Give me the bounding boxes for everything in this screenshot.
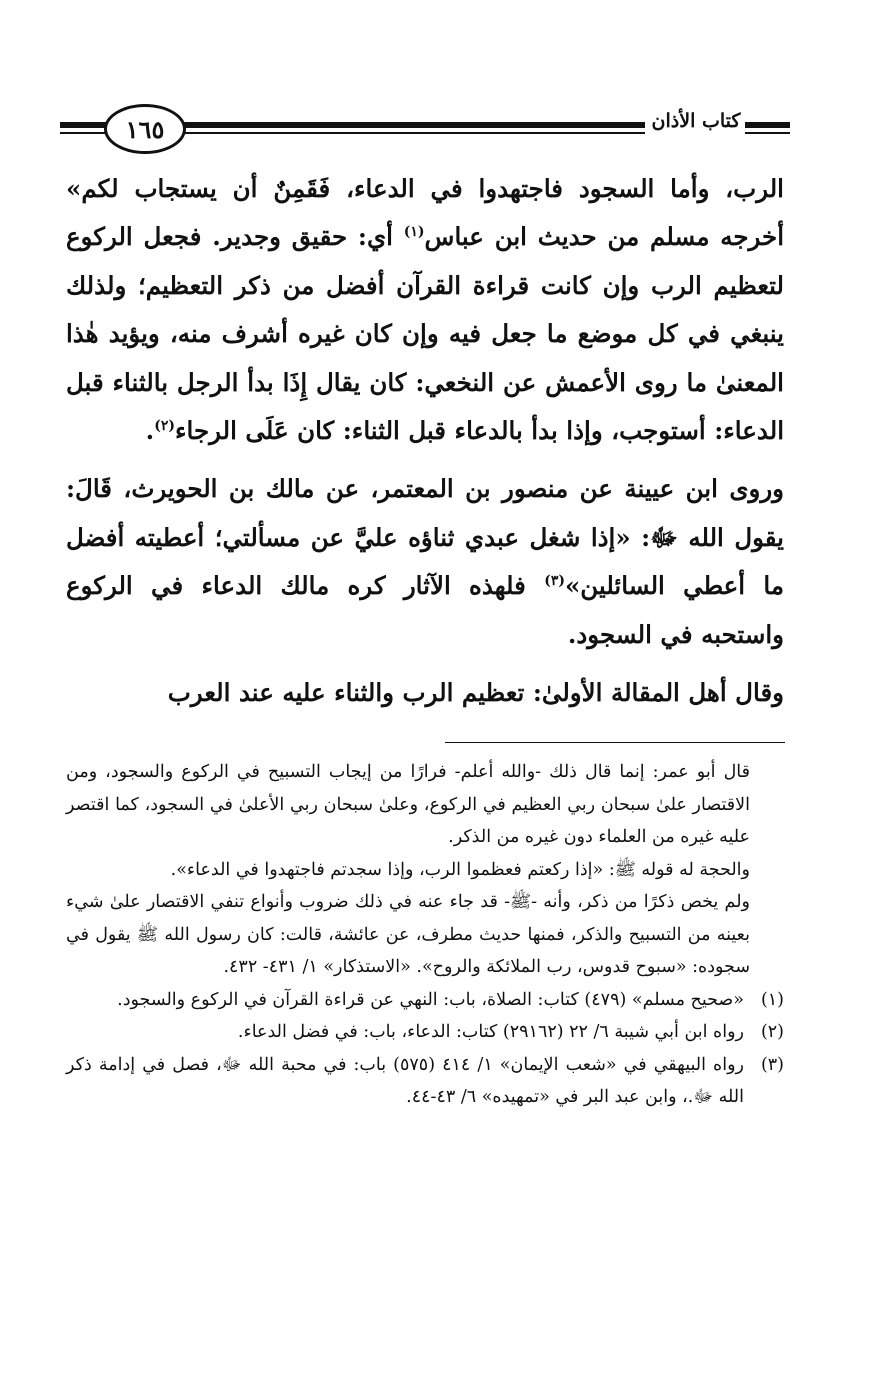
footnote-reference: (٢) [154,417,175,434]
footnote-number: (٣) [760,1054,784,1075]
footnote-quote-paragraph: قال أبو عمر: إنما قال ذلك -والله أعلم- فرارًا من إيجاب التسبيح في الركوع والسجود، ومن الاقتصار علىٰ سبحان ربي العظيم في الركوع، وعلىٰ سبحان ربي الأعلىٰ في السجود، كما اقتصر عليه غيره من العلماء دون غيره من الذكر. [66,762,750,847]
footnote [66,984,784,1017]
header-rule-right-thin [745,132,790,134]
page-header [60,98,790,158]
footnote [66,1049,784,1114]
chapter-title: كتاب الأذان [651,110,741,132]
main-paragraph [66,465,784,659]
header-rule-left-thin [60,132,110,134]
footnote-text: رواه ابن أبي شيبة ٦/ ٢٢ (٢٩١٦٢) كتاب: الدعاء، باب: في فضل الدعاء. [237,1022,744,1042]
main-text-segment: وقال أهل المقالة الأولىٰ: تعظيم الرب والثناء عليه عند العرب [167,678,784,708]
header-rule-middle-thin [175,132,645,134]
main-paragraph [66,669,784,717]
footnote-number: (٢) [760,1022,784,1042]
footnote-number: (١) [760,989,784,1010]
main-paragraph [66,165,784,455]
page-number: ١٦٥ [104,104,186,154]
main-text-segment: فلهذه الآثار كره مالك الدعاء في الركوع واستحبه في السجود. [66,571,784,649]
main-text-segment: . [145,416,155,446]
main-text-segment: أي: حقيق وجدير. فجعل الركوع لتعظيم الرب وإن كانت قراءة القرآن أفضل من ذكر التعظيم؛ ولذلك ينبغي في كل موضع ما جعل فيه وإن كان غيره أشرف منه، ويؤيد هٰذا المعنىٰ ما روى الأعمش عن النخعي: كان يقال إِذَا بدأ الرجل بالثناء قبل الدعاء: أستوجب، وإذا بدأ بالدعاء قبل الثناء: كان عَلَى الرجاء [66,222,784,446]
footnote-divider [445,742,785,743]
footnote-quote-paragraph: ولم يخص ذكرًا من ذكر، وأنه -ﷺ- قد جاء عنه في ذلك ضروب وأنواع تنفي الاقتصار علىٰ شيء بعينه من التسبيح والذكر، فمنها حديث مطرف، عن عائشة، قالت: كان رسول الله ﷺ يقول في سجوده: «سبوح قدوس، رب الملائكة والروح». «الاستذكار» ١/ ٤٣١- ٤٣٢. [66,892,750,977]
footnotes-section [66,756,784,1114]
main-text-segment: وروى ابن عيينة عن منصور بن المعتمر، عن مالك بن الحويرث، قَالَ: يقول الله ﷻ: «إذا شغل عبدي ثناؤه عليَّ عن مسألتي؛ أعطيته أفضل ما أعطي السائلين» [66,474,784,601]
main-text [66,165,784,717]
footnote-text: رواه البيهقي في «شعب الإيمان» ١/ ٤١٤ (٥٧٥) باب: في محبة الله ﷻ، فصل في إدامة ذكر الله ﷻ.، وابن عبد البر في «تمهيده» ٦/ ٤٣-٤٤. [66,1054,744,1107]
footnote-quote-paragraph: والحجة له قوله ﷺ: «إذا ركعتم فعظموا الرب، وإذا سجدتم فاجتهدوا في الدعاء». [170,859,750,880]
footnote [66,1016,784,1049]
header-rule-middle [175,122,645,128]
footnote-reference: (١) [403,224,425,241]
footnote-reference: (٣) [544,573,565,590]
header-rule-right [745,122,790,128]
header-rule-left [60,122,110,128]
main-text-segment: الرب، وأما السجود فاجتهدوا في الدعاء، فَقَمِنٌ أن يستجاب لكم» أخرجه مسلم من حديث ابن عباس [66,174,785,252]
footnote-text: «صحيح مسلم» (٤٧٩) كتاب: الصلاة، باب: النهي عن قراءة القرآن في الركوع والسجود. [117,989,744,1010]
footnote-list [66,984,784,1114]
footnote-quote-block [66,756,784,984]
